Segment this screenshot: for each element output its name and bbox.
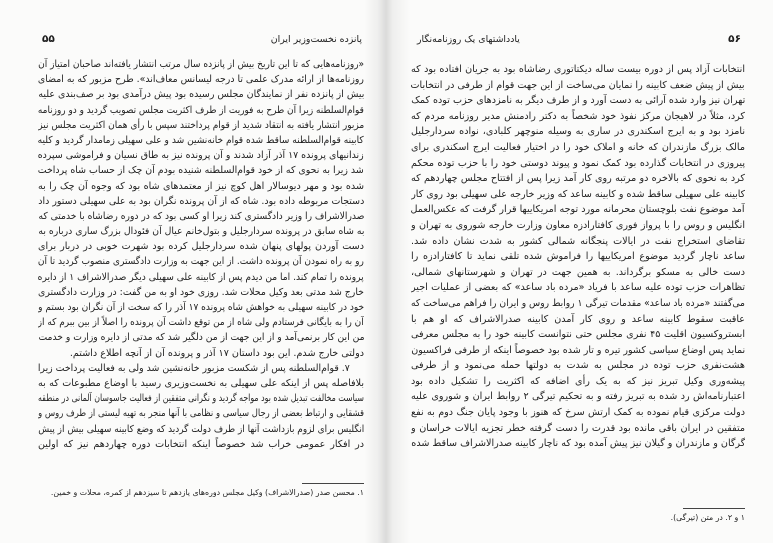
left-page (38, 0, 364, 543)
page-header (411, 33, 745, 49)
text-line: آن را به بایگانی فرستادم ولی شاه از من توقع داشت آن پرونده را اصلاً از بین ببرم که از (38, 317, 364, 329)
text-line: قوام‌السلطنه زیرا آن طرح به فوریت از طرف اکثریت مجلس تصویب گردید و دو روزنامه (38, 104, 364, 116)
page-header (38, 33, 364, 49)
book-spine-shadow (364, 0, 410, 543)
text-line: مزبور انتشار یافته به انتقاد شدید از قوام پرداختند سپس با رأی همان اکثریت مجلس نیز (38, 119, 364, 131)
text-line: صدرالاشراف را وزیر دادگستری کند زیرا او کسی بود که در دوره رضاشاه با خدمتی که (38, 210, 364, 222)
text-line: دست خالی به مسکو برگرداند. به همین جهت در تهران و شهرستانهای شمالی، (411, 266, 745, 278)
page-body (411, 62, 745, 452)
text-line: بلافاصله پس از اینکه علی سهیلی به نخست‌وزیری رسید با اوضاع مطبوعات که به (38, 377, 364, 389)
text-line: تقاضای استخراج نفت در ایالات پنجگانه شمالی کشور به شدت نشان داده شد. (411, 235, 745, 247)
text-line: بیش از پیش ضعف کابینه را نمایان می‌ساخت از این جهت قوام از طرفی در انتخابات (411, 79, 745, 91)
text-line: کرد به نحوی که بالاخره دو مرتبه روی کار آمد زیرا پس از افتتاح مجلس چهاردهم که (411, 173, 745, 185)
paragraph-end-line: دولتی خارج شدم. این بود داستان ۱۷ آذر و پرونده آن از آنچه اطلاع داشتم. (69, 347, 364, 359)
text-line: انگلیس برای لزوم بازداشت آنها از طرف دولت گردید که وضع کابینه سهیلی بیش از پیش (38, 423, 364, 435)
text-line: پیروزی در انتخابات گذارده بود کمک نمود و پیوند دوستی خود را با حزب توده محکم (411, 157, 745, 169)
text-line: شده بود و مهر دیوسالار اهل کوچ نیز از معتمدهای شاه بود که وجوه آن چک را به (38, 180, 364, 192)
text-line: ابستروکسیون اقلیت ۴۵ نفری مجلس حتی نتوانست کابینه خود را به مجلس معرفی (411, 329, 745, 341)
text-line: شد زیرا به نحوی که از خود قوام‌السلطنه شنیده بودم آن چک از حساب شاه پرداخت (38, 165, 364, 177)
page-number: ۵۶ (728, 33, 741, 45)
text-line: دستجات مربوطه داده بود. شاه که از آن پرونده نگران بود به علی سهیلی دستور داد (38, 195, 364, 207)
text-line: خود در کابینه سهیلی به خواهش شاه پرونده ۱۷ آذر را که سخت از آن نگران بود بستم و (38, 302, 364, 313)
page-number: ۵۵ (42, 33, 55, 45)
text-line: سیاست مخالفت تبدیل شده بود مواجه گردید و نگرانی متفقین از فعالیت جاسوسان آلمانی در منطقه (38, 393, 364, 405)
running-head: پانزده نخست‌وزیر ایران (270, 34, 362, 45)
text-line: رو به راه نمودن آن پرونده داشت. از این جهت به وزارت دادگستری منصوب گردید تا آن (38, 256, 364, 268)
text-line: دست آوردن پولهای پنهان شده سردارجلیل کرده بود شهرت خوبی در دربار برای (38, 241, 364, 253)
footnote: ۱. محسن صدر (صدرالاشراف) وکیل مجلس دوره‌های یازدهم تا سیزدهم از کمره، محلات و خمین. (50, 488, 364, 497)
text-line: کابینه قوام‌السلطنه ساقط شده قوام خانه‌نشین شد و علی سهیلی زمامدار گردید و کلیه (38, 134, 364, 146)
text-line: آمد موضوع نفت بلوچستان محرمانه مورد توجه امریکاییها قرار گرفت که عکس‌العمل (411, 204, 745, 216)
text-line: روزنامه‌ها از ارائه مدرک علمی تا درجه لیسانس معاف‌اند». طرح مزبور که به امضای (38, 74, 364, 86)
text-line: انگلیس و روس را با پرواز فوری کافتارادزه معاون وزارت خارجه شوروی به تهران و (411, 219, 745, 231)
text-line: متفقین در ایران باقی مانده بود قدرت را دست گرفته خطر تجزیه ایالات خراسان و (411, 422, 745, 434)
text-line: خارج شد مدتی بعد وکیل محلات شد. روزی خود او به من گفت: در وزارت دادگستری (38, 286, 364, 298)
footnote: ۱ و ۲. در متن (تیرگی). (670, 513, 745, 522)
text-line: عاقبت سقوط کابینه ساعد و روی کار آمدن کابینه صدرالاشراف که او هم با (411, 313, 745, 325)
text-line: من این کار برنمی‌آمد و از این جهت از من دلگیر شد که مدتی از دایره وزارت و خدمت (38, 332, 364, 344)
text-line: مالک بزرگ مازندران که خانه و املاک خود را در اختیار فعالیت ایرج اسکندری برای (411, 141, 745, 153)
text-line: هشت‌نفری حزب توده در مجلس به شدت به دولتها حمله می‌نمود و از طرفی (411, 360, 745, 372)
page-body (38, 57, 364, 452)
text-line: پیشه‌وری وکیل تبریز نیز که به یک رأی اضافه که اکثریت را تشکیل داده بود (411, 375, 745, 387)
text-line: در افکار عمومی خراب شد خصوصاً اینکه انتخابات دوره چهاردهم نیز که اولین (38, 438, 364, 450)
text-line: ساعد ناچار گردید موضوع امریکاییها را فراموش شده تلقی نماید تا کافتارادزه را (411, 251, 745, 263)
text-line: می‌گفتند «مرده باد ساعد» مقدمات تیرگی ۱ روابط روس و ایران را فراهم می‌ساخت که (411, 297, 745, 309)
text-line: تهران نیز وارد شده آرائی به دست آورد و از طرف دیگر به نامزدهای حزب توده کمک (411, 95, 745, 107)
text-line: زندانیهای پرونده ۱۷ آذر آزاد شدند و آن پرونده نیز به طاق نسیان و فراموشی سپرده (38, 150, 364, 162)
right-page (411, 0, 745, 543)
text-line: قشقایی و ارتباط بعضی از رجال سیاسی و نظامی با آنها منجر به تهیه لیستی از طرف روس و (38, 408, 364, 420)
text-line: به شاه سابق در پرونده سردارجلیل و بتول‌خانم عیال آن فئودال بزرگ ساری درباره به (38, 226, 364, 238)
text-line: «روزنامه‌هایی که تا این تاریخ بیش از پانزده سال مرتب انتشار یافته‌اند صاحبان امتیاز آن (38, 59, 364, 70)
text-line: نامزد بود و به ایرج اسکندری در ساری به وسیله منوچهر کلبادی، نواده سردارجلیل (411, 126, 745, 138)
text-line: دولت مرکزی قیام نموده به کمک ارتش سرخ که هنوز با وجود پایان جنگ دوم به نفع (411, 407, 745, 419)
footnote-separator (683, 508, 745, 509)
text-line: بیش از پانزده نفر از نمایندگان مجلس رسیده بود پیش درآمدی بود بر صف‌بندی علیه (38, 89, 364, 101)
running-head: یادداشتهای یک روزنامه‌نگار (417, 34, 520, 45)
text-line: پرونده را تمام کند. اما من دیدم پس از کابینه علی سهیلی دیگر صدرالاشراف ۱ از دایره (38, 271, 364, 283)
text-line: کرد، مثلاً در لاهیجان مرکز نفوذ خود شخصاً به دکتر رادمنش مدیر روزنامه مردم که (411, 110, 745, 122)
text-line: کابینه علی سهیلی ساقط شده و کابینه ساعد که وزیر خارجه علی سهیلی بود روی کار (411, 188, 745, 200)
paragraph-start-line: ۷. قوام‌السلطنه پس از شکست مزبور خانه‌نشین شد ولی به فعالیت پرداخت زیرا (38, 362, 350, 374)
text-line: نماید پس اوضاع سیاسی کشور تیره و تار شده بود خصوصاً اینکه از طرفی فراکسیون (411, 344, 745, 356)
text-line: گرگان و مازندران و گیلان نیز پیش آمده بود که ناچار کابینه صدرالاشراف ساقط شده (411, 438, 745, 450)
footnote-separator (302, 483, 364, 484)
text-line: اعتبارنامه‌اش رد شده به تبریز رفته و به تحکیم تیرگی ۲ روابط ایران و شوروی علیه (411, 391, 745, 403)
text-line: تظاهرات حزب توده علیه ساعد با فریاد «مرده باد ساعد» که بعضی از عملیات اجیر (411, 282, 745, 294)
text-line: انتخابات آزاد پس از دوره بیست ساله دیکتاتوری رضاشاه بود به جریان افتاده بود که (411, 64, 745, 75)
